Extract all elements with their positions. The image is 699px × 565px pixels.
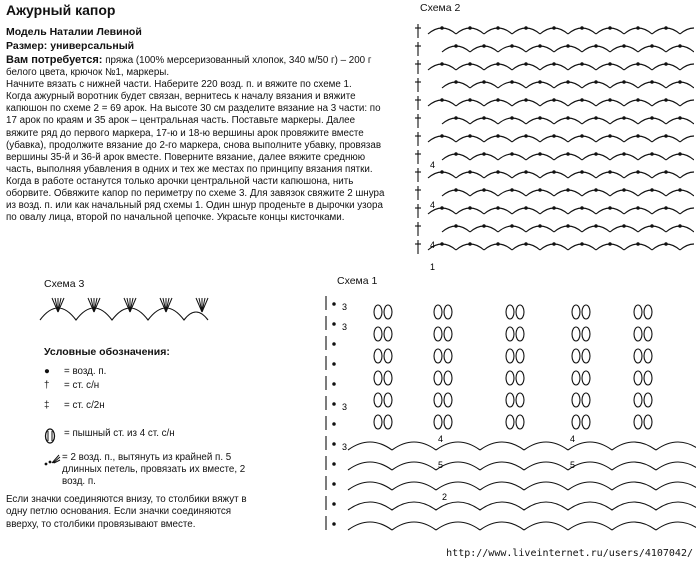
scheme2-chain-dot [483, 117, 485, 119]
scheme2-chain-dot [441, 171, 443, 173]
scheme1-chain-dot [333, 403, 335, 405]
scheme2-chain-dot [581, 99, 583, 101]
scheme2-chain-dot [679, 153, 681, 155]
scheme2-chain-dot [539, 45, 541, 47]
scheme2-chain-dot [595, 153, 597, 155]
legend-item-loops: = 2 возд. п., вытянуть из крайней п. 5 длинных петель, провязать их вместе, 2 возд. п. [44, 452, 254, 488]
scheme2-chain-dot [637, 63, 639, 65]
scheme2-chain-dot [511, 117, 513, 119]
scheme2-chain-dot [581, 243, 583, 245]
scheme1-puff-stitch [434, 415, 442, 429]
scheme2-chain-dot [581, 207, 583, 209]
scheme2-chain-dot [637, 99, 639, 101]
scheme1-puff-stitch [644, 415, 652, 429]
scheme2-chain-dot [525, 99, 527, 101]
scheme1-puff-stitch [634, 305, 642, 319]
scheme2-arch-row [428, 28, 694, 34]
scheme2-chain-dot [609, 99, 611, 101]
scheme2-chain-dot [483, 225, 485, 227]
scheme2-chain-dot [483, 189, 485, 191]
scheme2-chain-dot [483, 153, 485, 155]
scheme1-puff-stitch [444, 415, 452, 429]
scheme1-puff-stitch [374, 393, 382, 407]
scheme2-chain-dot [539, 225, 541, 227]
scheme1-puff-stitch [572, 393, 580, 407]
scheme1-arch-row [348, 442, 696, 450]
scheme1-arch-row [348, 462, 696, 470]
scheme1-arch-row [348, 522, 696, 530]
scheme2-chain-dot [581, 63, 583, 65]
scheme2-chain-dot [511, 81, 513, 83]
scheme1-puff-stitch [572, 305, 580, 319]
scheme2-arch-row [428, 64, 694, 70]
scheme1-puff-stitch [444, 349, 452, 363]
scheme2-chain-dot [511, 189, 513, 191]
scheme1-number-5: 5 [438, 460, 444, 470]
scheme2-chain-dot [567, 225, 569, 227]
scheme1-puff-stitch [644, 305, 652, 319]
scheme2-chain-dot [609, 207, 611, 209]
scheme1-chain-dot [333, 443, 335, 445]
scheme2-chain-dot [651, 189, 653, 191]
scheme1-diagram [318, 290, 696, 546]
scheme1-puff-stitch [572, 327, 580, 341]
scheme2-chain-dot [455, 81, 457, 83]
scheme1-chain-dot [333, 423, 335, 425]
scheme1-puff-stitch [434, 393, 442, 407]
scheme2-chain-dot [623, 225, 625, 227]
scheme1-puff-stitch [506, 349, 514, 363]
scheme2-number-1: 1 [430, 262, 436, 272]
scheme2-chain-dot [511, 45, 513, 47]
scheme1-number-2: 2 [442, 492, 448, 502]
scheme2-arch-row [428, 208, 694, 214]
scheme1-number-4b: 4 [570, 434, 576, 444]
scheme1-chain-dot [333, 303, 335, 305]
scheme2-chain-dot [665, 135, 667, 137]
scheme1-puff-stitch [374, 327, 382, 341]
scheme1-puff-stitch [434, 327, 442, 341]
scheme2-chain-dot [567, 189, 569, 191]
scheme2-chain-dot [441, 99, 443, 101]
scheme2-chain-dot [497, 63, 499, 65]
scheme1-chain-dot [333, 503, 335, 505]
scheme2-chain-dot [525, 63, 527, 65]
scheme2-chain-dot [553, 63, 555, 65]
scheme2-chain-dot [623, 153, 625, 155]
scheme2-chain-dot [455, 153, 457, 155]
scheme2-chain-dot [469, 207, 471, 209]
scheme2-chain-dot [511, 153, 513, 155]
scheme1-chain-dot [333, 483, 335, 485]
scheme2-chain-dot [679, 81, 681, 83]
scheme2-chain-dot [679, 117, 681, 119]
materials-paragraph [6, 54, 386, 79]
scheme2-chain-dot [497, 171, 499, 173]
scheme2-chain-dot [623, 81, 625, 83]
scheme1-puff-stitch [516, 305, 524, 319]
legend-item-chain: ● = возд. п. [44, 366, 107, 377]
scheme2-chain-dot [595, 225, 597, 227]
scheme1-puff-stitch [374, 349, 382, 363]
scheme2-chain-dot [581, 135, 583, 137]
scheme2-chain-dot [441, 27, 443, 29]
scheme1-puff-stitch [384, 349, 392, 363]
scheme2-chain-dot [553, 243, 555, 245]
scheme2-chain-dot [441, 135, 443, 137]
scheme1-puff-stitch [374, 305, 382, 319]
note-text: Если значки соединяются внизу, то столбики вяжут в одну петлю основания. Если значки соединяются вверху, то столбики провязывают вместе. [6, 494, 247, 530]
scheme2-arch-row [428, 136, 694, 142]
scheme2-chain-dot [651, 45, 653, 47]
scheme3-label: Схема 3 [44, 278, 85, 290]
scheme2-chain-dot [651, 225, 653, 227]
scheme2-chain-dot [665, 171, 667, 173]
scheme2-chain-dot [525, 171, 527, 173]
scheme1-arch-row [348, 482, 696, 490]
scheme1-puff-stitch [644, 393, 652, 407]
scheme2-arch-row [428, 100, 694, 106]
scheme2-chain-dot [609, 243, 611, 245]
scheme1-puff-stitch [634, 371, 642, 385]
scheme2-chain-dot [469, 243, 471, 245]
scheme2-chain-dot [553, 207, 555, 209]
scheme2-chain-dot [455, 45, 457, 47]
scheme2-chain-dot [609, 63, 611, 65]
legend-item-dc: † = ст. с/н [44, 380, 100, 391]
puff-icon [44, 428, 64, 447]
scheme2-chain-dot [497, 243, 499, 245]
scheme1-chain-dot [333, 463, 335, 465]
scheme1-puff-stitch [572, 371, 580, 385]
scheme2-chain-dot [553, 171, 555, 173]
scheme2-chain-dot [623, 189, 625, 191]
scheme2-chain-dot [609, 171, 611, 173]
scheme2-chain-dot [455, 117, 457, 119]
scheme1-puff-stitch [434, 305, 442, 319]
dc-icon: † [44, 380, 50, 391]
dot-icon: ● [44, 366, 50, 377]
scheme2-chain-dot [539, 81, 541, 83]
scheme2-chain-dot [665, 207, 667, 209]
scheme1-puff-stitch [506, 371, 514, 385]
scheme1-arch-row [348, 502, 696, 510]
scheme1-label: Схема 1 [337, 275, 378, 287]
scheme2-chain-dot [609, 135, 611, 137]
scheme1-puff-stitch [644, 327, 652, 341]
scheme2-chain-dot [665, 27, 667, 29]
scheme2-chain-dot [469, 171, 471, 173]
scheme2-number-4: 4 [430, 160, 436, 170]
scheme2-label: Схема 2 [420, 2, 461, 14]
scheme1-puff-stitch [374, 371, 382, 385]
scheme1-puff-stitch [634, 415, 642, 429]
scheme2-chain-dot [525, 207, 527, 209]
scheme1-chain-dot [333, 523, 335, 525]
scheme2-chain-dot [651, 153, 653, 155]
scheme2-chain-dot [553, 99, 555, 101]
scheme1-puff-stitch [384, 415, 392, 429]
scheme2-chain-dot [511, 225, 513, 227]
tr-icon: ‡ [44, 400, 50, 411]
scheme1-puff-stitch [506, 393, 514, 407]
scheme2-chain-dot [441, 207, 443, 209]
model-author: Модель Наталии Левиной [6, 26, 142, 38]
scheme1-puff-stitch [506, 415, 514, 429]
scheme1-chain-dot [333, 343, 335, 345]
scheme2-chain-dot [567, 117, 569, 119]
scheme1-puff-stitch [444, 371, 452, 385]
scheme1-puff-stitch [384, 371, 392, 385]
scheme1-puff-stitch [582, 393, 590, 407]
scheme2-chain-dot [581, 171, 583, 173]
scheme1-chain-dot [333, 363, 335, 365]
scheme2-chain-dot [595, 45, 597, 47]
scheme1-puff-stitch [516, 371, 524, 385]
scheme2-chain-dot [469, 27, 471, 29]
scheme2-chain-dot [483, 81, 485, 83]
scheme2-chain-dot [665, 63, 667, 65]
scheme1-puff-stitch [644, 349, 652, 363]
scheme2-chain-dot [665, 243, 667, 245]
materials-label: Вам потребуется: [6, 54, 103, 66]
scheme1-puff-stitch [634, 393, 642, 407]
scheme2-chain-dot [539, 153, 541, 155]
scheme1-puff-stitch [644, 371, 652, 385]
scheme2-chain-dot [679, 225, 681, 227]
scheme1-puff-stitch [506, 305, 514, 319]
scheme1-puff-stitch [384, 305, 392, 319]
size-value: универсальный [50, 40, 135, 52]
scheme2-chain-dot [525, 27, 527, 29]
scheme2-chain-dot [497, 135, 499, 137]
scheme1-puff-stitch [434, 371, 442, 385]
scheme2-chain-dot [497, 27, 499, 29]
scheme2-chain-dot [441, 63, 443, 65]
size-label: Размер: [6, 40, 48, 52]
scheme2-chain-dot [623, 117, 625, 119]
scheme2-chain-dot [665, 99, 667, 101]
scheme2-chain-dot [567, 153, 569, 155]
scheme2-chain-dot [483, 45, 485, 47]
scheme2-number-4c: 4 [430, 240, 436, 250]
scheme2-chain-dot [525, 243, 527, 245]
scheme2-chain-dot [637, 207, 639, 209]
scheme2-arch-row [428, 244, 694, 250]
scheme1-puff-stitch [516, 393, 524, 407]
scheme1-number-4: 4 [438, 434, 444, 444]
scheme2-chain-dot [595, 81, 597, 83]
scheme2-chain-dot [623, 45, 625, 47]
scheme1-puff-stitch [516, 327, 524, 341]
scheme2-chain-dot [455, 225, 457, 227]
scheme2-chain-dot [637, 171, 639, 173]
legend-item-tr: ‡ = ст. с/2н [44, 400, 105, 411]
scheme1-puff-stitch [582, 371, 590, 385]
scheme2-chain-dot [469, 135, 471, 137]
scheme3-diagram [36, 290, 216, 330]
scheme1-number-5b: 5 [570, 460, 576, 470]
scheme1-puff-stitch [572, 415, 580, 429]
scheme2-chain-dot [581, 27, 583, 29]
scheme2-chain-dot [455, 189, 457, 191]
scheme1-puff-stitch [516, 349, 524, 363]
scheme2-chain-dot [595, 189, 597, 191]
scheme2-chain-dot [469, 63, 471, 65]
instruction-paragraph-1: Начните вязать с нижней части. Наберите 220 возд. п. и вяжите по схеме 1. [6, 79, 352, 91]
scheme2-chain-dot [469, 99, 471, 101]
scheme1-puff-stitch [434, 349, 442, 363]
materials-text: пряжа (100% мерсеризованный хлопок, 340 м/50 г) – 200 г белого цвета, крючок №1, маркеры. [6, 55, 372, 79]
scheme1-number-3: 3 [342, 302, 348, 312]
instructions-block [6, 54, 386, 224]
scheme1-puff-stitch [506, 327, 514, 341]
scheme2-chain-dot [567, 81, 569, 83]
scheme1-number-3d: 3 [342, 442, 348, 452]
scheme2-chain-dot [525, 135, 527, 137]
scheme1-puff-stitch [572, 349, 580, 363]
instruction-paragraph-2: Когда ажурный воротник будет связан, вернитесь к началу вязания и вяжите капюшон по схеме 2 = 69 арок. На высоте 30 см разделите вязание на 3 части: по 17 арок по краям и 35 арок – центральная часть. Поставьте маркеры. Далее вяжите ряд до первого маркера, 17-ю и 18-ю вершины арок провяжите вместе (убавка), продолжите вязание до 2-го маркера, снова выполните убавку, провязав вершины 35-й и 36-й арок вместе. Поверните вязание, далее вяжите среднюю часть, выполняя убавления в одних и тех же местах по принципу вязания пятки. Когда в работе останутся только арочки центральной части капюшона, нить оборвите. Обвяжите капор по периметру по схеме 3. Для завязок свяжите 2 шнура из возд. п. или как начальный ряд схемы 1. Один шнур проденьте в дырочки узора по овалу лица, второй по начальной цепочке. Украсьте концы кисточками. [6, 91, 385, 224]
scheme1-puff-stitch [582, 415, 590, 429]
size-line [6, 40, 134, 52]
scheme1-puff-stitch [634, 327, 642, 341]
scheme1-puff-stitch [444, 327, 452, 341]
scheme1-puff-stitch [384, 327, 392, 341]
scheme1-number-3c: 3 [342, 402, 348, 412]
scheme2-chain-dot [637, 243, 639, 245]
scheme2-chain-dot [637, 27, 639, 29]
scheme1-chain-dot [333, 383, 335, 385]
scheme1-puff-stitch [444, 393, 452, 407]
scheme2-arch-row [428, 172, 694, 178]
source-url: http://www.liveinternet.ru/users/4107042/ [446, 548, 693, 559]
scheme1-puff-stitch [444, 305, 452, 319]
scheme2-chain-dot [567, 45, 569, 47]
scheme2-chain-dot [651, 117, 653, 119]
scheme2-chain-dot [539, 189, 541, 191]
scheme1-puff-stitch [634, 349, 642, 363]
scheme2-chain-dot [553, 135, 555, 137]
scheme2-chain-dot [595, 117, 597, 119]
scheme2-chain-dot [637, 135, 639, 137]
scheme1-puff-stitch [582, 349, 590, 363]
scheme2-chain-dot [539, 117, 541, 119]
scheme2-number-4b: 4 [430, 200, 436, 210]
scheme2-chain-dot [497, 207, 499, 209]
scheme1-number-3b: 3 [342, 322, 348, 332]
scheme2-chain-dot [679, 45, 681, 47]
scheme2-chain-dot [497, 99, 499, 101]
scheme1-puff-stitch [516, 415, 524, 429]
scheme2-chain-dot [651, 81, 653, 83]
scheme2-chain-dot [609, 27, 611, 29]
scheme2-chain-dot [441, 243, 443, 245]
scheme1-chain-dot [333, 323, 335, 325]
scheme1-puff-stitch [374, 415, 382, 429]
scheme2-chain-dot [553, 27, 555, 29]
scheme2-chain-dot [679, 189, 681, 191]
loops-icon [44, 452, 62, 469]
page-title: Ажурный капор [6, 2, 116, 18]
legend-item-puff: = пышный ст. из 4 ст. с/н [44, 428, 175, 447]
scheme1-puff-stitch [582, 305, 590, 319]
scheme1-puff-stitch [384, 393, 392, 407]
scheme2-diagram [412, 18, 694, 280]
legend-title: Условные обозначения: [44, 346, 170, 358]
scheme1-puff-stitch [582, 327, 590, 341]
